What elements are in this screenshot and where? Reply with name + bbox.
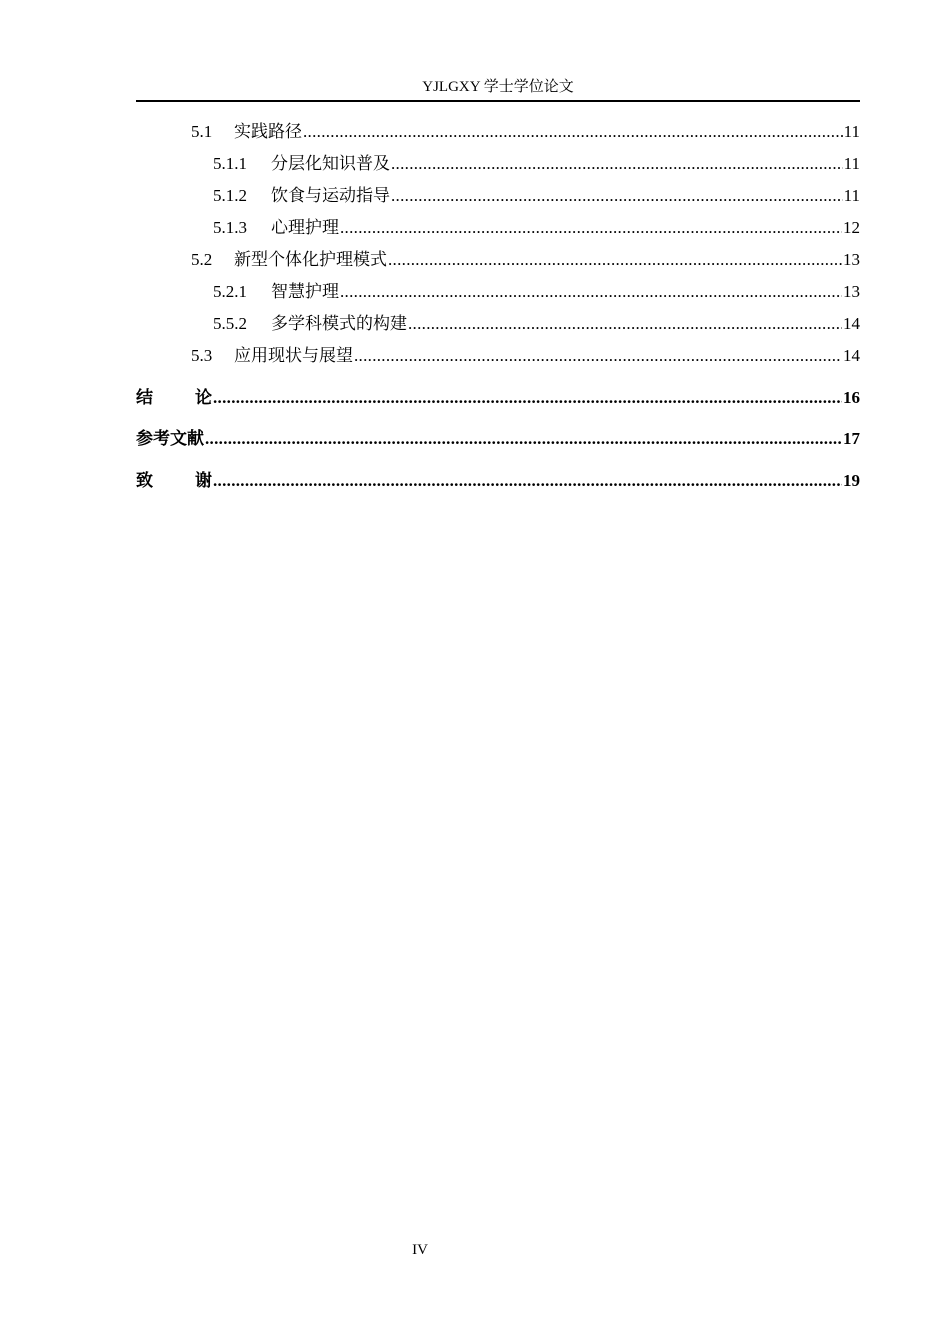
running-header: YJLGXY 学士学位论文 [422,79,574,95]
dot-leader [205,427,842,451]
toc-entry-page: 11 [843,186,860,205]
toc-entry-page: 19 [843,471,860,490]
toc-entry-title [136,469,212,493]
toc-entry-number: 5.2.1 [213,282,247,301]
toc-entry-title: 心理护理 [271,218,339,238]
dot-leader [408,312,842,336]
toc-entry-5-2-1[interactable] [136,280,860,304]
toc-entry-page: 14 [843,346,860,365]
toc-entry-references[interactable] [136,427,860,451]
toc-entry-number: 5.1.2 [213,186,247,205]
toc-entry-number: 5.1.1 [213,154,247,173]
toc-entry-title: 饮食与运动指导 [271,186,390,206]
dot-leader [303,120,843,144]
toc-entry-title-char: 论 [195,388,212,408]
toc-entry-title: 分层化知识普及 [271,154,390,174]
dot-leader [213,386,842,410]
toc-entry-page: 17 [843,429,860,448]
toc-entry-title: 实践路径 [234,122,302,142]
toc-entry-number: 5.5.2 [213,314,247,333]
toc-entry-5-5-2[interactable] [136,312,860,336]
page-number: IV [412,1242,428,1258]
toc-entry-5-1-1[interactable] [136,152,860,176]
dot-leader [340,216,842,240]
toc-entry-title [136,386,212,410]
toc-entry-5-1[interactable] [136,120,860,144]
toc-entry-page: 14 [843,314,860,333]
toc-entry-5-1-3[interactable] [136,216,860,240]
toc-entry-title: 智慧护理 [271,282,339,302]
toc-entry-page: 11 [843,154,860,173]
toc-entry-page: 13 [843,250,860,269]
dot-leader [388,248,842,272]
toc-entry-title: 新型个体化护理模式 [234,250,387,270]
toc-entry-number: 5.2 [191,250,213,269]
toc-entry-page: 16 [843,388,860,407]
toc-entry-5-1-2[interactable] [136,184,860,208]
toc-entry-5-3[interactable] [136,344,860,368]
toc-entry-number: 5.1 [191,122,213,141]
toc-entry-title: 多学科模式的构建 [271,314,407,334]
toc-entry-conclusion[interactable] [136,386,860,410]
toc-entry-page: 13 [843,282,860,301]
toc-entry-number: 5.1.3 [213,218,247,237]
toc-entry-title-char: 结 [136,388,153,408]
dot-leader [354,344,842,368]
dot-leader [340,280,842,304]
toc-entry-title: 应用现状与展望 [234,346,353,366]
toc-entry-5-2[interactable] [136,248,860,272]
dot-leader [391,152,843,176]
toc-entry-page: 12 [843,218,860,237]
toc-entry-acknowledgements[interactable] [136,469,860,493]
dot-leader [213,469,842,493]
header-rule [136,100,860,102]
dot-leader [391,184,843,208]
toc-entry-title: 参考文献 [136,429,204,449]
toc-entry-title-char: 谢 [195,471,212,491]
toc-entry-page: 11 [843,122,860,141]
toc-entry-number: 5.3 [191,346,213,365]
toc-entry-title-char: 致 [136,471,153,491]
